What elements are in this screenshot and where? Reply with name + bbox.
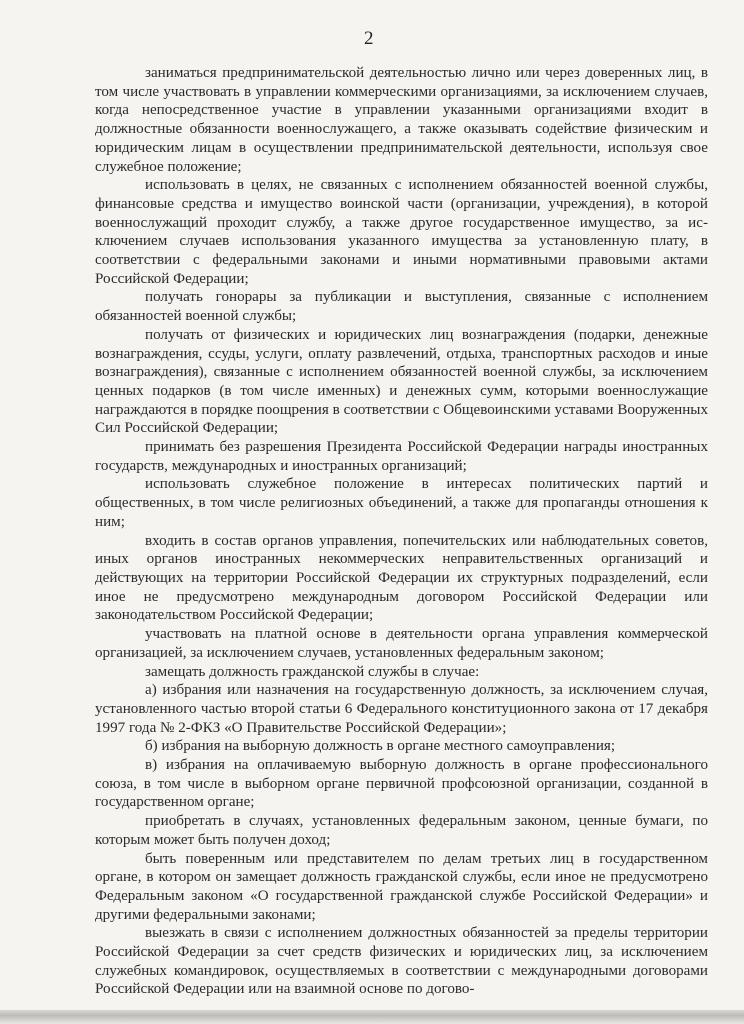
paragraph: участвовать на платной основе в деятельности органа управления коммерческой организацией, за исключением случаев, установленных федеральным законом; bbox=[95, 626, 708, 661]
paragraph: использовать служебное положение в интересах политических партий и общественных, в том числе религиозных объединений, а также для пропаганды отношения к ним; bbox=[95, 476, 708, 530]
paragraph: получать от физических и юридических лиц вознаграждения (подарки, денежные вознаграждения, ссуды, услуги, оплату развлечений, отдыха, транспортных расходов и иные вознаграждения), связанные с исполнением обязанностей военной службы, за исключением ценных подарков (в том числе именных) и денежных сумм, которыми военнослужащие награждаются в порядке поощрения в соответствии с Общевоинскими уставами Вооруженных Сил Российской Федерации; bbox=[95, 326, 708, 437]
paragraph: использовать в целях, не связанных с исполнением обязанностей военной службы, финансовые средства и имущество воинской части (организации, учреждения), в которой военнослужащий проходит службу, а также другое государственное имущество, за исключением случаев использования указанного имущества за установленную плату, в соответствии с федеральными законами и иными нормативными правовыми актами Российской Федерации; bbox=[95, 177, 708, 287]
document-body bbox=[95, 64, 708, 999]
paragraph: замещать должность гражданской службы в случае: bbox=[145, 663, 480, 680]
paragraph: заниматься предпринимательской деятельностью лично или через доверенных лиц, в том числе участвовать в управлении коммерческими организациями, за исключением случаев, когда непосредственное участие в управлении указанными организациями входит в должностные обязанности военнослужащего, а также оказывать содействие физическим и юридическим лицам в осуществлении предпринимательской деятельности, используя свое служебное положение; bbox=[95, 65, 708, 175]
page-edge-shadow bbox=[0, 1010, 744, 1024]
paragraph: входить в состав органов управления, попечительских или наблюдательных советов, иных органов иностранных некоммерческих неправительственных организаций и действующих на территории Российской Федерации их структурных подразделений, если иное не предусмотрено международным договором Российской Федерации или законодательством Российской Федерации; bbox=[95, 532, 708, 624]
paragraph: принимать без разрешения Президента Российской Федерации награды иностранных государств, международных и иностранных организаций; bbox=[95, 439, 708, 474]
list-item-b: б) избрания на выборную должность в органе местного самоуправления; bbox=[145, 738, 616, 755]
paragraph: быть поверенным или представителем по делам третьих лиц в государственном органе, в котором он замещает должность гражданской службы, если иное не предусмотрено Федеральным законом «О государственной гражданской службе Российской Федерации» и другими федеральными законами; bbox=[95, 850, 708, 923]
paragraph: приобретать в случаях, установленных федеральным законом, ценные бумаги, по которым может быть получен доход; bbox=[95, 813, 708, 848]
paragraph: получать гонорары за публикации и выступления, связанные с исполнением обязанностей военной службы; bbox=[95, 289, 708, 325]
list-item-a: а) избрания или назначения на государственную должность, за исключением случая, установленного частью второй статьи 6 Федерального конституционного закона от 17 декабря 1997 года № 2-ФКЗ «О Правительстве Российской Федерации»; bbox=[95, 682, 708, 736]
page-number: 2 bbox=[364, 28, 374, 49]
list-item-v: в) избрания на оплачиваемую выборную должность в органе профессионального союза, в том числе в выборном органе первичной профсоюзной организации, созданной в государственном органе; bbox=[95, 757, 708, 811]
paragraph: выезжать в связи с исполнением должностных обязанностей за пределы территории Российской Федерации за счет средств физических и юридических лиц, за исключением служебных командировок, осуществляемых в соответствии с международными договорами Российской Федерации или на взаимной основе по догово- bbox=[95, 925, 708, 998]
